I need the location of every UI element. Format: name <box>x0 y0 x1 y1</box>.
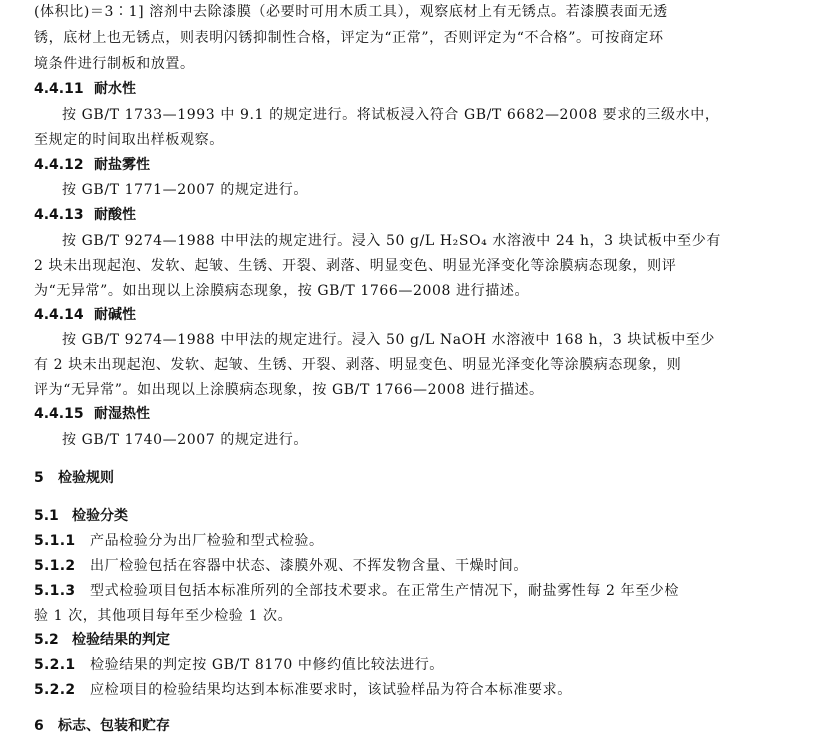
paragraph-line: (体积比)＝3∶1] 溶剂中去除漆膜（必要时可用木质工具），观察底材上有无锈点。若漆膜表面无透 <box>34 4 668 20</box>
section-number: 4.4.13 <box>34 207 84 223</box>
section-number: 5 <box>34 470 44 486</box>
clause-5-1-1 <box>34 531 324 551</box>
paragraph-line: 至规定的时间取出样板观察。 <box>34 132 224 148</box>
paragraph-line: 按 GB/T 1740—2007 的规定进行。 <box>62 432 308 448</box>
clause-text: 检验结果的判定按 GB/T 8170 中修约值比较法进行。 <box>90 657 444 673</box>
clause-5-2-1 <box>34 655 444 675</box>
paragraph-line: 为“无异常”。如出现以上涂膜病态现象，按 GB/T 1766—2008 进行描述。 <box>34 283 530 299</box>
clause-number: 5.1.1 <box>34 533 76 549</box>
paragraph-line: 2 块未出现起泡、发软、起皱、生锈、开裂、剥落、明显变色、明显光泽变化等涂膜病态现象，则评 <box>34 258 677 274</box>
clause-number: 5.1.3 <box>34 583 76 599</box>
clause-text: 出厂检验包括在容器中状态、漆膜外观、不挥发物含量、干燥时间。 <box>90 558 528 574</box>
section-heading-4-4-15 <box>34 404 150 424</box>
section-title: 检验规则 <box>58 470 114 486</box>
clause-5-1-3 <box>34 581 679 601</box>
section-title: 耐酸性 <box>94 207 136 223</box>
clause-text: 型式检验项目包括本标准所列的全部技术要求。在正常生产情况下，耐盐雾性每 2 年至少检 <box>90 583 680 599</box>
section-title: 耐盐雾性 <box>94 157 150 173</box>
section-number: 4.4.12 <box>34 157 84 173</box>
section-title: 耐碱性 <box>94 307 136 323</box>
section-number: 4.4.15 <box>34 406 84 422</box>
chapter-heading-6 <box>34 716 170 736</box>
paragraph-line: 按 GB/T 9274—1988 中甲法的规定进行。浸入 50 g/L H₂SO₄ 水溶液中 24 h，3 块试板中至少有 <box>62 233 721 249</box>
clause-text: 应检项目的检验结果均达到本标准要求时，该试验样品为符合本标准要求。 <box>90 682 572 698</box>
clause-number: 5.2.1 <box>34 657 76 673</box>
section-title: 标志、包装和贮存 <box>58 718 170 734</box>
section-title: 耐水性 <box>94 81 136 97</box>
clause-5-1-2 <box>34 556 528 576</box>
chapter-heading-5 <box>34 468 114 488</box>
section-heading-4-4-13 <box>34 205 136 225</box>
section-title: 检验分类 <box>72 508 128 524</box>
paragraph-line: 锈，底材上也无锈点，则表明闪锈抑制性合格，评定为“正常”，否则评定为“不合格”。可按商定环 <box>34 30 664 46</box>
section-number: 6 <box>34 718 44 734</box>
paragraph-line: 评为“无异常”。如出现以上涂膜病态现象，按 GB/T 1766—2008 进行描述。 <box>34 382 544 398</box>
section-heading-5-2 <box>34 630 170 650</box>
paragraph-line: 按 GB/T 1771—2007 的规定进行。 <box>62 182 308 198</box>
paragraph-line: 有 2 块未出现起泡、发软、起皱、生锈、开裂、剥落、明显变色、明显光泽变化等涂膜病态现象，则 <box>34 357 682 373</box>
section-number: 4.4.14 <box>34 307 84 323</box>
section-heading-4-4-12 <box>34 155 150 175</box>
clause-5-2-2 <box>34 680 572 700</box>
clause-number: 5.1.2 <box>34 558 76 574</box>
section-number: 5.1 <box>34 508 59 524</box>
paragraph-line: 境条件进行制板和放置。 <box>34 56 195 72</box>
section-title: 检验结果的判定 <box>72 632 170 648</box>
section-title: 耐湿热性 <box>94 406 150 422</box>
clause-text: 产品检验分为出厂检验和型式检验。 <box>90 533 324 549</box>
paragraph-line: 验 1 次，其他项目每年至少检验 1 次。 <box>34 608 293 624</box>
section-heading-5-1 <box>34 506 128 526</box>
section-number: 4.4.11 <box>34 81 84 97</box>
section-number: 5.2 <box>34 632 59 648</box>
paragraph-line: 按 GB/T 9274—1988 中甲法的规定进行。浸入 50 g/L NaOH 水溶液中 168 h，3 块试板中至少 <box>62 332 716 348</box>
section-heading-4-4-14 <box>34 305 136 325</box>
section-heading-4-4-11 <box>34 79 136 99</box>
clause-number: 5.2.2 <box>34 682 76 698</box>
paragraph-line: 按 GB/T 1733—1993 中 9.1 的规定进行。将试板浸入符合 GB/T 6682—2008 要求的三级水中， <box>62 107 720 123</box>
